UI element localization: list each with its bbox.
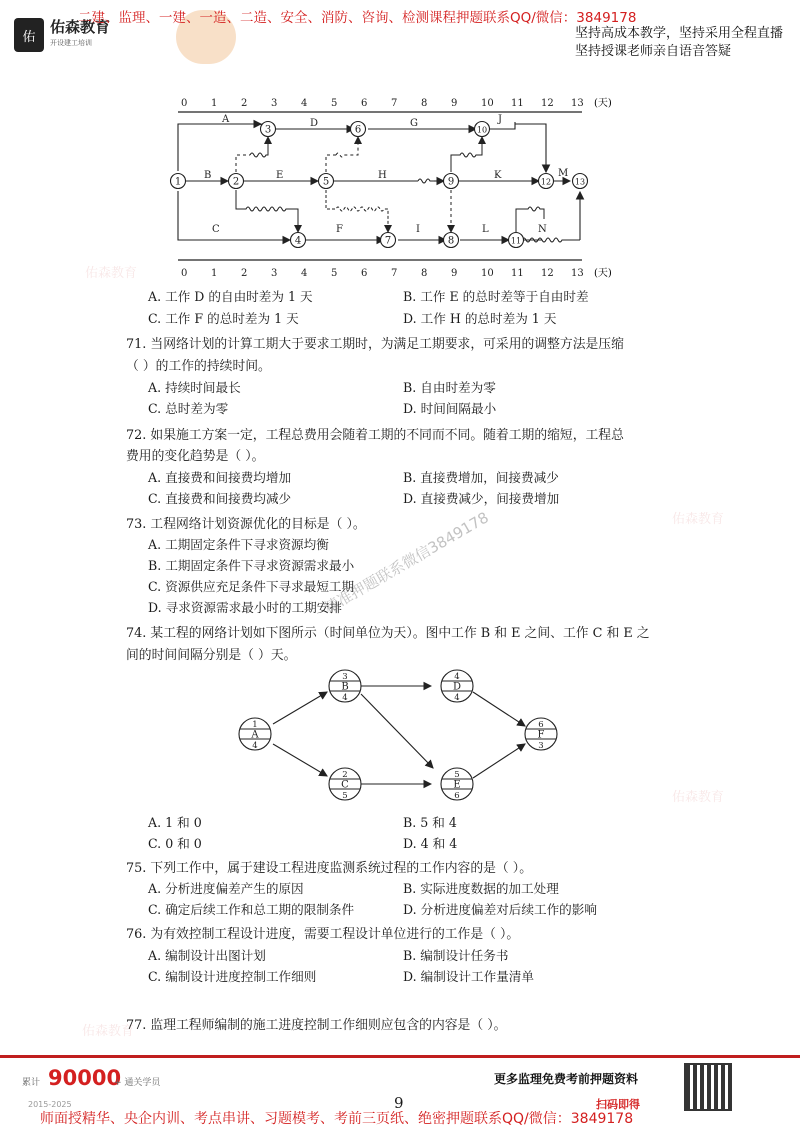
bottom-scale-tick-0: 0 [181,268,188,279]
aon-node-B-bot: 4 [342,693,348,703]
node-label-11: 11 [510,236,522,246]
q74-option-d: D. 4 和 4 [403,836,458,851]
top-scale-tick-7: 7 [391,98,398,109]
top-scale-tick-1: 1 [211,98,218,109]
aon-node-C-mid: C [341,779,349,791]
watermark-brand-1: 佑森教育 [85,266,138,281]
q76-option-b: B. 编制设计任务书 [403,948,509,963]
logo-sub: 开设建工培训 [50,39,92,47]
aon-node-F-bot: 3 [538,741,544,751]
aon-node-C-top: 2 [342,770,348,780]
bottom-scale-tick-7: 7 [391,268,398,279]
activity-label-b: B [204,170,212,181]
q71-option-c: C. 总时差为零 [148,401,229,416]
aon-node-D-top: 4 [454,672,460,682]
aon-node-E-bot: 6 [454,791,460,801]
top-scale-tick-2: 2 [241,98,248,109]
q75-option-c: C. 确定后续工作和总工期的限制条件 [148,902,355,917]
node-label-4: 4 [294,235,302,247]
watermark-brand-3: 佑森教育 [672,790,725,805]
q73-stem: 73. 工程网络计划资源优化的目标是（ ）。 [126,517,366,532]
q70-option-d: D. 工作 H 的总时差为 1 天 [403,311,557,326]
q72-option-c: C. 直接费和间接费均减少 [148,491,292,506]
footer-divider [0,1055,800,1058]
q71-stem-1: 71. 当网络计划的计算工期大于要求工期时，为满足工期要求，可采用的调整方法是压缩 [126,337,624,352]
node-label-10: 10 [476,125,488,135]
top-scale-tick-9: 9 [451,98,458,109]
node-label-2: 2 [232,176,240,188]
q72-option-d: D. 直接费减少，间接费增加 [403,491,560,506]
q76-option-c: C. 编制设计进度控制工作细则 [148,969,317,984]
q76-option-a: A. 编制设计出图计划 [148,948,266,963]
activity-label-d: D [310,118,319,129]
top-scale-tick-5: 5 [331,98,338,109]
node-label-5: 5 [322,176,330,188]
q71-option-b: B. 自由时差为零 [403,380,496,395]
bottom-scale-tick-2: 2 [241,268,248,279]
top-scale-tick-11: 11 [511,98,524,109]
activity-label-j: J [498,114,503,125]
q72-option-b: B. 直接费增加，间接费减少 [403,470,559,485]
q77-stem: 77. 监理工程师编制的施工进度控制工作细则应包含的内容是（ ）。 [126,1018,507,1033]
activity-label-f: F [336,224,343,235]
logo-name: 佑森教育 [50,18,111,36]
node-label-7: 7 [384,235,392,247]
activity-label-e: E [276,170,284,181]
footer-count-suffix: + 通关学员 [114,1078,161,1088]
q72-stem-2: 费用的变化趋势是（ ）。 [126,449,265,464]
footer-years: 2015-2025 [28,1100,72,1109]
q71-stem-2: （ ）的工作的持续时间。 [126,359,271,374]
activity-label-c: C [212,224,220,235]
q75-option-b: B. 实际进度数据的加工处理 [403,881,559,896]
aon-node-A-mid: A [251,729,259,741]
aon-node-D-mid: D [452,681,462,693]
activity-label-k: K [494,170,502,181]
footer-promo: 更多监理免费考前押题资料 [494,1072,639,1086]
bottom-scale-tick-10: 10 [481,268,494,279]
aon-node-A-bot: 4 [252,741,258,751]
header-slogan-1: 坚持高成本教学，坚持采用全程直播 [575,26,784,41]
q71-option-a: A. 持续时间最长 [148,380,241,395]
bottom-scale-tick-6: 6 [361,268,368,279]
q76-stem: 76. 为有效控制工程设计进度，需要工程设计单位进行的工作是（ ）。 [126,927,520,942]
node-label-8: 8 [447,235,455,247]
aon-node-F-top: 6 [538,720,544,730]
node-label-12: 12 [540,177,552,187]
aon-node-F-mid: F [537,729,545,741]
activity-label-m: M [558,168,569,179]
top-scale-tick-3: 3 [271,98,278,109]
q72-stem-1: 72. 如果施工方案一定，工程总费用会随着工期的不同而不同。随着工期的缩短，工程总 [126,428,624,443]
bottom-scale-tick-13: 13 [571,268,584,279]
bottom-scale-tick-9: 9 [451,268,458,279]
q73-option-a: A. 工期固定条件下寻求资源均衡 [148,537,329,552]
q71-option-d: D. 时间间隔最小 [403,401,497,416]
q70-option-c: C. 工作 F 的总时差为 1 天 [148,311,299,326]
q74-stem-2: 间的时间间隔分别是（ ）天。 [126,648,297,663]
node-label-6: 6 [354,124,362,136]
activity-label-a: A [222,114,230,125]
top-scale-tick-8: 8 [421,98,428,109]
watermark-brand-2: 佑森教育 [672,512,725,527]
q74-stem-1: 74. 某工程的网络计划如下图所示（时间单位为天）。图中工作 B 和 E 之间、工作 C 和 E 之 [126,626,650,641]
header-red-banner: 二建、监理、一建、一造、二造、安全、消防、咨询、检测课程押题联系QQ/微信：3849178 [78,10,637,26]
watermark-contact: 精准押题联系微信3849178 [321,508,492,618]
top-scale-tick-13: 13 [571,98,584,109]
q75-stem: 75. 下列工作中，属于建设工程进度监测系统过程的工作内容的是（ ）。 [126,861,532,876]
node-label-3: 3 [264,124,272,136]
q70-option-a: A. 工作 D 的自由时差为 1 天 [148,289,313,304]
q73-option-b: B. 工期固定条件下寻求资源需求最小 [148,558,355,573]
q75-option-d: D. 分析进度偏差对后续工作的影响 [403,902,597,917]
node-label-9: 9 [447,176,455,188]
aon-node-C-bot: 5 [342,791,348,801]
activity-label-h: H [378,170,387,181]
top-scale-tick-6: 6 [361,98,368,109]
q74-option-a: A. 1 和 0 [148,815,202,830]
page-number: 9 [394,1094,404,1112]
watermark-brand-4: 佑森教育 [82,1024,135,1039]
q75-option-a: A. 分析进度偏差产生的原因 [148,881,304,896]
bottom-scale-tick-1: 1 [211,268,218,279]
activity-label-g: G [410,118,418,129]
top-scale-tick-10: 10 [481,98,494,109]
node-label-1: 1 [174,176,182,188]
q73-option-d: D. 寻求资源需求最小时的工期安排 [148,600,342,615]
unit-label-top: (天) [594,98,612,109]
header-slogan-2: 坚持授课老师亲自语音答疑 [575,44,732,59]
bottom-scale-tick-3: 3 [271,268,278,279]
time-scaled-network-diagram [160,92,630,286]
top-scale-tick-0: 0 [181,98,188,109]
q74-option-c: C. 0 和 0 [148,836,202,851]
q76-option-d: D. 编制设计工作量清单 [403,969,534,984]
top-scale-tick-12: 12 [541,98,554,109]
footer-count-number: 90000 [48,1066,122,1090]
aon-node-B-top: 3 [342,672,348,682]
aon-node-B-mid: B [341,681,349,693]
qr-code-icon[interactable] [684,1063,732,1111]
seal-icon: 佑 [14,18,44,52]
bottom-scale-tick-4: 4 [301,268,308,279]
unit-label-bottom: (天) [594,268,612,279]
node-label-13: 13 [574,177,586,187]
aon-node-A-top: 1 [252,720,258,730]
activity-label-n: N [538,224,547,235]
q73-option-c: C. 资源供应充足条件下寻求最短工期 [148,579,355,594]
activity-label-i: I [416,224,420,235]
footer-count-prefix: 累计 [22,1078,41,1088]
bottom-scale-tick-11: 11 [511,268,524,279]
q72-option-a: A. 直接费和间接费均增加 [148,470,292,485]
aon-node-E-mid: E [453,779,461,791]
bottom-scale-tick-8: 8 [421,268,428,279]
top-scale-tick-4: 4 [301,98,308,109]
q74-option-b: B. 5 和 4 [403,815,457,830]
footer-red-banner: 师面授精华、央企内训、考点串讲、习题模考、考前三页纸、绝密押题联系QQ/微信：3849178 [40,1111,634,1127]
bottom-scale-tick-5: 5 [331,268,338,279]
activity-label-l: L [482,224,489,235]
activity-on-node-diagram [225,664,565,814]
q70-option-b: B. 工作 E 的总时差等于自由时差 [403,289,589,304]
bottom-scale-tick-12: 12 [541,268,554,279]
aon-node-D-bot: 4 [454,693,460,703]
aon-node-E-top: 5 [454,770,460,780]
footer-scan-label: 扫码即得 [596,1098,640,1111]
